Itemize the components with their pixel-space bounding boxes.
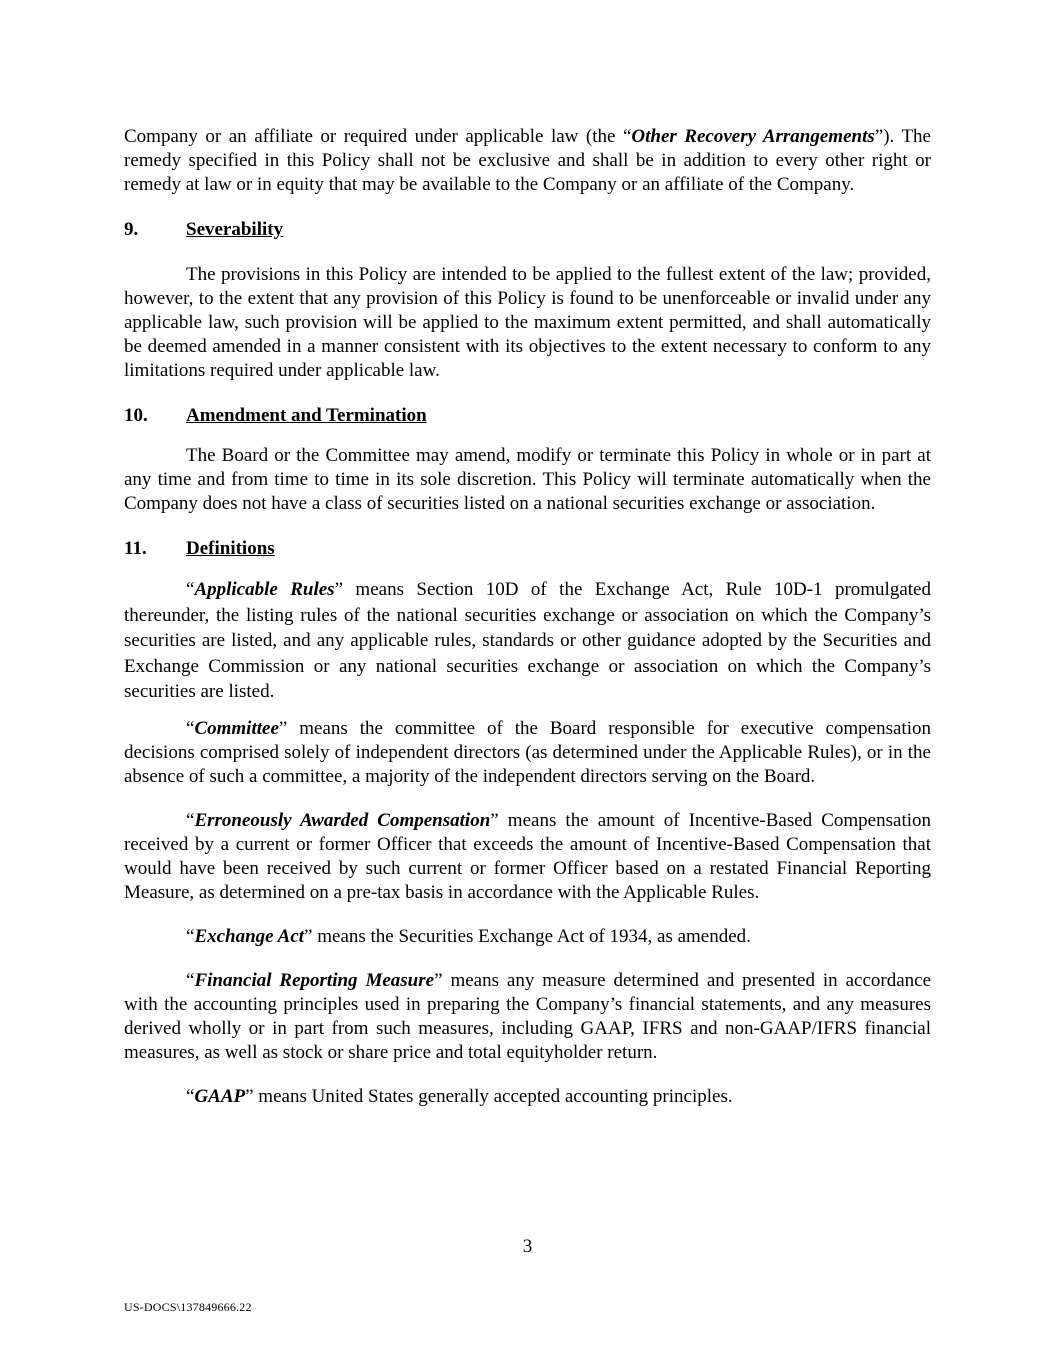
section-number: 11. [124,538,147,559]
section-number: 10. [124,405,148,426]
open-quote: “ [186,579,195,600]
section-title: Amendment and Termination [186,405,427,426]
section-title: Severability [186,219,284,240]
open-quote: “ [186,1085,195,1107]
definition-text: ” means the amount of Incentive-Based Compensation received by a current or former Officer that exceeds the amount of Incentive-Based Compensation that would have been received by such current or former Officer based on a restated Financial Reporting Measure, as determined on a pre-tax basis in accordance with the Applicable Rules. [124,809,932,903]
definition-text: ” means the Securities Exchange Act of 1934, as amended. [304,925,751,947]
section-title: Definitions [186,538,275,559]
defined-term: Applicable Rules [194,579,335,600]
section-heading-11 [124,537,931,561]
page-number: 3 [522,1236,533,1257]
document-page [124,125,931,1109]
intro-lead: Company or an affiliate or required under applicable law (the “ [124,126,632,147]
defined-term: Other Recovery Arrangements [631,126,875,147]
defined-term: Exchange Act [194,925,305,947]
definition-text: ” means Section 10D of the Exchange Act, Rule 10D-1 promulgated thereunder, the listing rules of the national securities exchange or association on which the Company’s securities are listed, and any applicable rules, standards or other guidance adopted by the Securities and Exchange Commission or any national securities exchange or association on which the Company’s securities are listed. [124,579,931,702]
definition-committee [124,717,931,789]
section-number: 9. [124,219,139,240]
intro-paragraph [124,125,931,197]
defined-term: Financial Reporting Measure [194,969,435,991]
open-quote: “ [186,809,195,831]
section-10-text: The Board or the Committee may amend, modify or terminate this Policy in whole or in part at any time and from time to time in its sole discretion. This Policy will terminate automatically when the Company does not have a class of securities listed on a national securities exchange or association. [124,445,931,514]
open-quote: “ [186,717,195,739]
open-quote: “ [186,969,195,991]
intro-tail: ”). The remedy specified in this Policy shall not be exclusive and shall be in addition to every other right or remedy at law or in equity that may be available to the Company or an affiliate of the Company. [124,126,931,195]
definition-exchange-act [124,925,931,949]
definition-erroneously-awarded-compensation [124,809,931,905]
section-9-text: The provisions in this Policy are intended to be applied to the fullest extent of the law; provided, however, to the extent that any provision of this Policy is found to be unenforceable or invalid under any applicable law, such provision will be applied to the maximum extent permitted, and shall automatically be deemed amended in a manner consistent with its objectives to the extent necessary to conform to any limitations required under applicable law. [124,264,931,381]
section-heading-10 [124,404,931,428]
definition-applicable-rules [124,577,931,705]
definition-gaap [124,1085,931,1109]
section-heading-9 [124,218,931,242]
defined-term: Erroneously Awarded Compensation [194,809,491,831]
defined-term: GAAP [194,1085,246,1107]
definition-text: ” means the committee of the Board responsible for executive compensation decisions comprised solely of independent directors (as determined under the Applicable Rules), or in the absence of such a committee, a majority of the independent directors serving on the Board. [124,717,931,787]
open-quote: “ [186,925,195,947]
definition-financial-reporting-measure [124,969,931,1065]
document-id: US-DOCS\137849666.22 [124,1300,252,1314]
defined-term: Committee [194,717,279,739]
definition-text: ” means any measure determined and presented in accordance with the accounting principles used in preparing the Company’s financial statements, and any measures derived wholly or in part from such measures, including GAAP, IFRS and non-GAAP/IFRS financial measures, as well as stock or share price and total equityholder return. [124,969,931,1063]
definition-text: ” means United States generally accepted accounting principles. [245,1085,733,1107]
